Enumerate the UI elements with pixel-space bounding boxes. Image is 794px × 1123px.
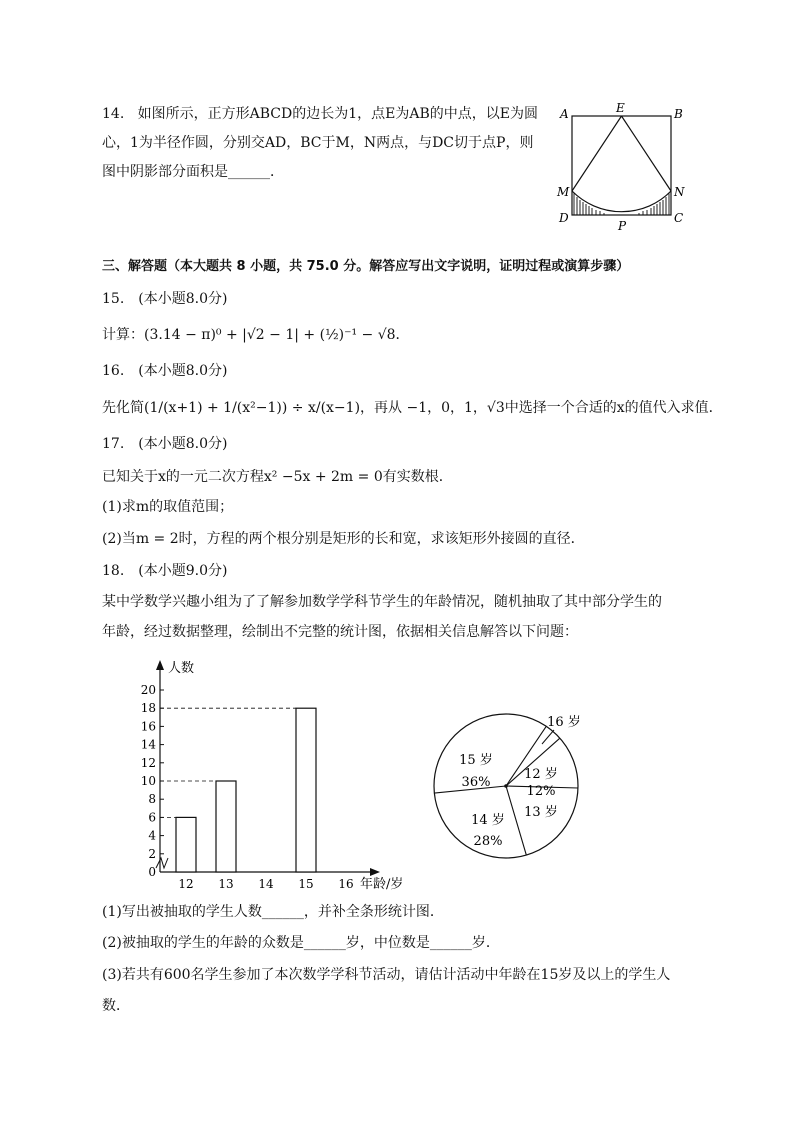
bar-x-tick-label: 15 — [298, 877, 314, 891]
bar-13 — [216, 781, 236, 872]
q16-header: 16. (本小题8.0分) — [102, 363, 228, 379]
bar-y-tick-label: 4 — [148, 828, 156, 843]
q15-header: 15. (本小题8.0分) — [102, 291, 228, 307]
q14-label-b: B — [674, 107, 683, 121]
q18-part2: (2)被抽取的学生的年龄的众数是______岁，中位数是______岁． — [102, 935, 500, 951]
bar-axis-break — [156, 858, 168, 868]
q14-line1 — [102, 104, 538, 124]
q14-label-p: P — [618, 219, 627, 233]
q17-intro: 已知关于x的一元二次方程x² −5x + 2m = 0有实数根． — [102, 469, 453, 485]
bar-x-tick-label: 12 — [178, 877, 194, 891]
pie-percent-label: 28% — [473, 834, 503, 849]
q16-text: 先化简(1/(x+1) + 1/(x²−1)) ÷ x/(x−1)，再从 −1，0，1，√3中选择一个合适的x的值代入求值． — [102, 400, 723, 416]
q18-part1: (1)写出被抽取的学生人数______，并补全条形统计图． — [102, 904, 444, 920]
pie-label: 14 岁 — [471, 813, 505, 828]
bar-15 — [296, 708, 316, 872]
pie-chart — [420, 700, 620, 870]
bar-y-tick-label: 8 — [148, 792, 156, 807]
bar-y-arrow — [156, 660, 164, 670]
bar-y-tick-label: 0 — [148, 865, 156, 879]
bar-x-arrow — [370, 868, 380, 876]
q14-label-n: N — [674, 185, 685, 199]
q14-line1-text: 如图所示，正方形ABCD的边长为1，点E为AB的中点，以E为圆 — [137, 106, 538, 122]
q14-line2: 心，1为半径作圆，分别交AD，BC于M，N两点，与DC切于点P，则 — [102, 135, 534, 151]
bar-y-tick-label: 6 — [148, 810, 156, 825]
pie-percent-label: 36% — [461, 775, 491, 790]
q14-label-a: A — [560, 107, 569, 121]
bar-y-tick-label: 2 — [148, 846, 156, 861]
q14-radius-em — [572, 116, 622, 191]
q14-arc — [572, 191, 671, 212]
q14-figure — [556, 100, 688, 236]
q14-radius-en — [622, 116, 672, 191]
q14-square — [572, 116, 671, 215]
bar-y-tick-label: 20 — [140, 683, 156, 697]
bar-12 — [176, 817, 196, 872]
q14-label-m: M — [557, 185, 570, 199]
bar-y-tick-label: 18 — [140, 701, 156, 716]
q18-line1: 某中学数学兴趣小组为了了解参加数学学科节学生的年龄情况，随机抽取了其中部分学生的 — [102, 594, 662, 610]
bar-y-tick-label: 12 — [140, 755, 156, 770]
q17-part2: (2)当m = 2时，方程的两个根分别是矩形的长和宽，求该矩形外接圆的直径． — [102, 531, 585, 547]
q14-label-e: E — [616, 101, 625, 115]
q14-label-c: C — [674, 211, 684, 225]
q14-label-d: D — [559, 211, 569, 225]
q14-number: 14. — [102, 106, 125, 122]
bar-x-tick-label: 16 — [338, 877, 354, 891]
q17-header: 17. (本小题8.0分) — [102, 436, 228, 452]
bar-x-tick-label: 14 — [258, 877, 274, 891]
pie-label: 16 岁 — [547, 715, 581, 730]
bar-x-label: 年龄/岁 — [360, 877, 404, 892]
q14-line3: 图中阴影部分面积是______． — [102, 164, 284, 180]
bar-y-tick-label: 14 — [140, 737, 156, 752]
pie-percent-label: 12% — [526, 784, 556, 799]
q17-part1: (1)求m的取值范围； — [102, 499, 234, 515]
bar-y-label: 人数 — [168, 661, 195, 676]
q15-text: 计算：(3.14 − π)⁰ + |√2 − 1| + (½)⁻¹ − √8． — [102, 327, 410, 343]
bar-chart — [120, 652, 420, 892]
bar-x-tick-label: 13 — [218, 877, 234, 891]
pie-center — [504, 784, 508, 788]
pie-label: 15 岁 — [459, 753, 493, 768]
q18-part3-line2: 数． — [102, 998, 130, 1014]
pie-label: 12 岁 — [524, 767, 558, 782]
q18-header: 18. (本小题9.0分) — [102, 563, 228, 579]
bar-y-tick-label: 10 — [140, 774, 156, 788]
section3-heading: 三、解答题（本大题共 8 小题，共 75.0 分。解答应写出文字说明，证明过程或演算步骤） — [102, 259, 630, 274]
q18-line2: 年龄，经过数据整理，绘制出不完整的统计图，依据相关信息解答以下问题： — [102, 624, 578, 640]
q18-part3-line1: (3)若共有600名学生参加了本次数学学科节活动，请估计活动中年龄在15岁及以上的学生人 — [102, 967, 671, 983]
bar-y-tick-label: 16 — [140, 719, 156, 734]
pie-label: 13 岁 — [524, 805, 558, 820]
